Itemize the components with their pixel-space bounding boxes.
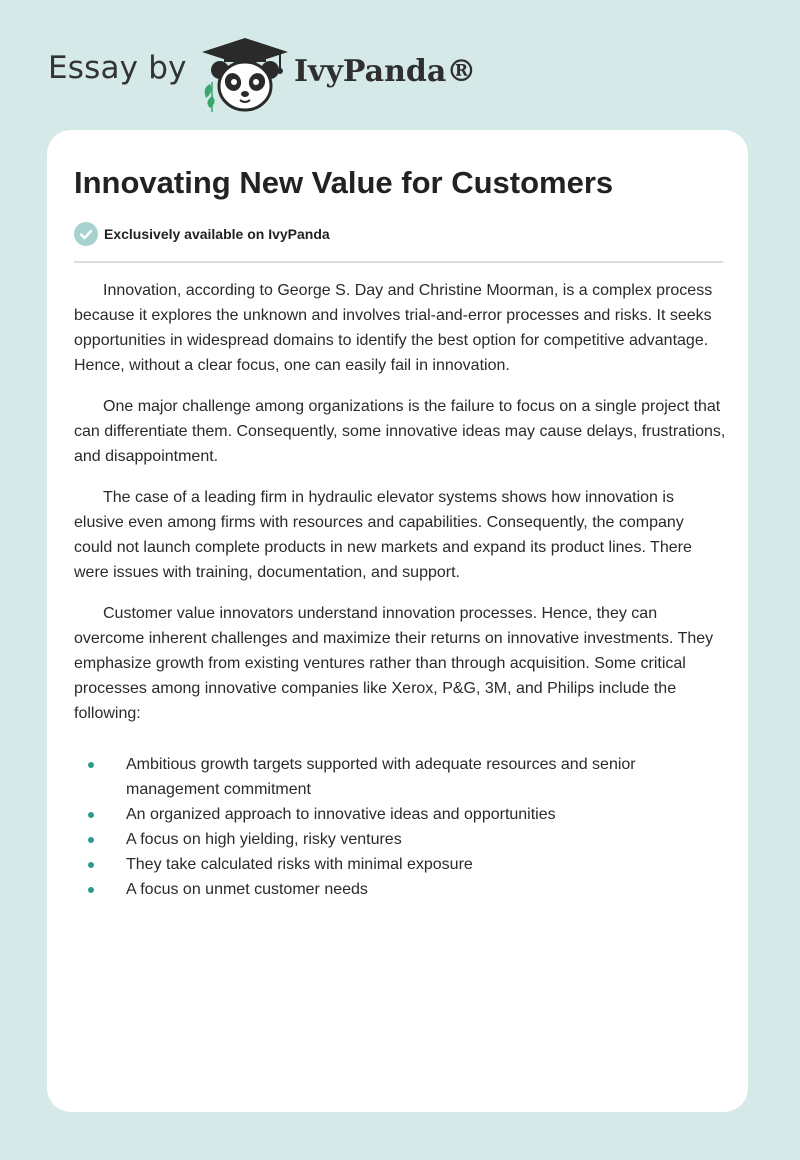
list-item-text: Ambitious growth targets supported with adequate resources and senior management commitment — [126, 756, 636, 798]
list-item — [74, 802, 726, 827]
exclusive-badge-label: Exclusively available on IvyPanda — [104, 226, 330, 242]
list-item-text: A focus on unmet customer needs — [126, 881, 368, 898]
exclusive-badge — [74, 222, 330, 246]
paragraph: The case of a leading firm in hydraulic elevator systems shows how innovation is elusive even among firms with resources and capabilities. Consequently, the company could not launch complete products in new markets and expand its product lines. There were issues with training, documentation, and support. — [74, 489, 692, 581]
list-item — [74, 752, 726, 802]
site-header — [48, 36, 508, 116]
essay-body — [74, 278, 726, 902]
bullet-icon — [88, 762, 94, 768]
bullet-icon — [88, 837, 94, 843]
list-item — [74, 827, 726, 852]
ivypanda-logo-icon[interactable] — [200, 36, 290, 114]
process-list — [74, 752, 726, 902]
list-item — [74, 877, 726, 902]
list-item-text: They take calculated risks with minimal exposure — [126, 856, 473, 873]
bullet-icon — [88, 862, 94, 868]
essay-card — [47, 130, 748, 1112]
title-divider — [74, 261, 723, 263]
list-item-text: An organized approach to innovative ideas and opportunities — [126, 806, 556, 823]
paragraph: Innovation, according to George S. Day and Christine Moorman, is a complex process because it explores the unknown and involves trial-and-error processes and risks. It seeks opportunities in widespread domains to identify the best option for competitive advantage. Hence, without a clear focus, one can easily fail in innovation. — [74, 282, 713, 374]
list-item-text: A focus on high yielding, risky ventures — [126, 831, 402, 848]
bullet-icon — [88, 887, 94, 893]
paragraph: Customer value innovators understand innovation processes. Hence, they can overcome inherent challenges and maximize their returns on innovative investments. They emphasize growth from existing ventures rather than through acquisition. Some critical processes among innovative companies like Xerox, P&G, 3M, and Philips include the following: — [74, 605, 714, 722]
check-circle-icon — [74, 222, 98, 246]
paragraph: One major challenge among organizations is the failure to focus on a single project that can differentiate them. Consequently, some innovative ideas may cause delays, frustrations, and disappointment. — [74, 398, 726, 465]
bullet-icon — [88, 812, 94, 818]
essay-title: Innovating New Value for Customers — [74, 165, 614, 200]
brand-name[interactable]: IvyPanda® — [294, 54, 477, 89]
list-item — [74, 852, 726, 877]
essay-by-label: Essay by — [48, 50, 187, 86]
